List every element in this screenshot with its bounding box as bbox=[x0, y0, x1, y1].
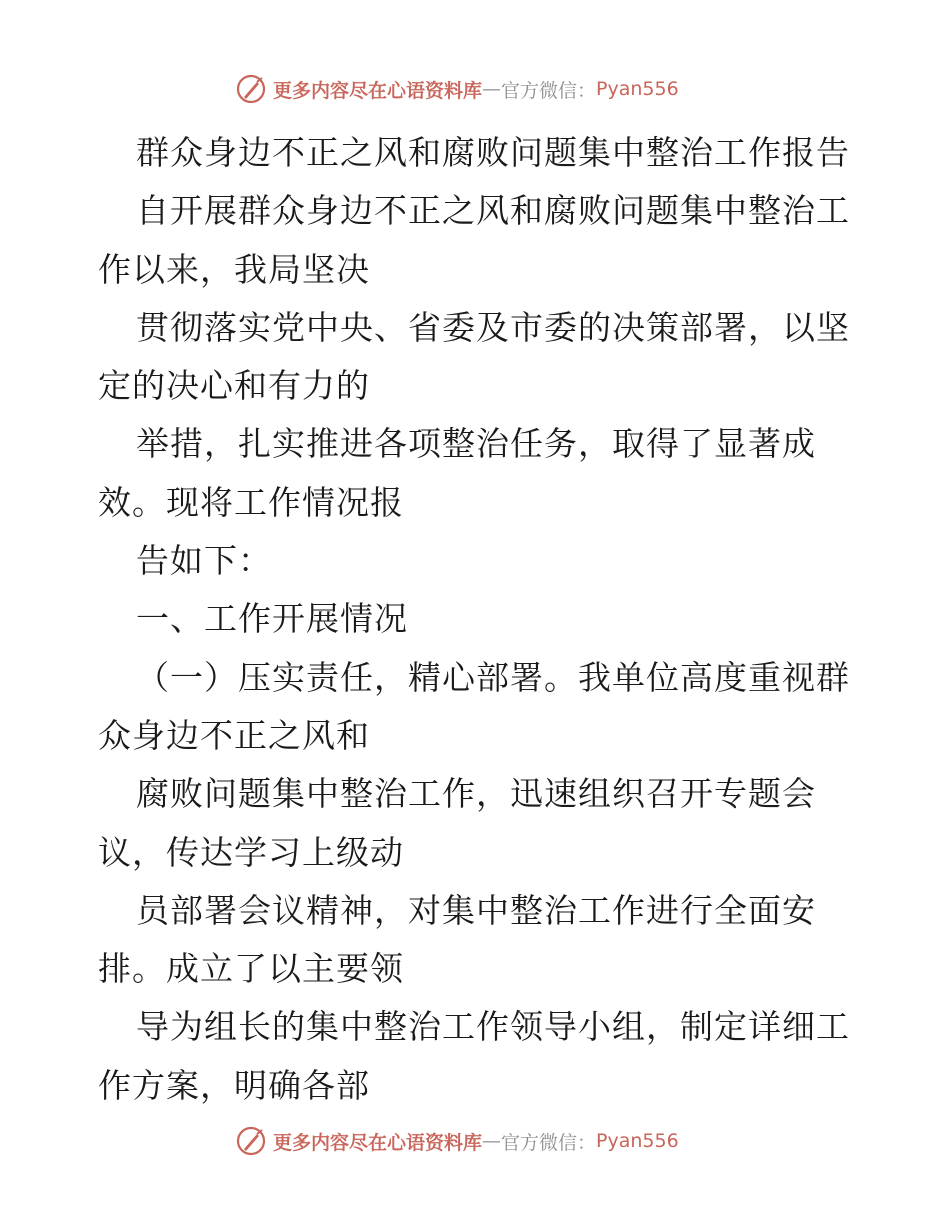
document-body bbox=[98, 124, 858, 1115]
quill-pen-circle-icon bbox=[235, 1125, 267, 1157]
text-line: 员部署会议精神，对集中整治工作进行全面安 bbox=[136, 890, 816, 930]
watermark-id: Pyan556 bbox=[596, 1130, 679, 1152]
watermark-brand: 更多内容尽在心语资料库 bbox=[273, 79, 483, 102]
watermark-dash: — bbox=[482, 1130, 502, 1152]
text-line: 告如下： bbox=[136, 541, 272, 581]
text-line: 议，传达学习上级动 bbox=[98, 832, 404, 872]
text-line: 定的决心和有力的 bbox=[98, 366, 370, 406]
watermark-dash: — bbox=[482, 78, 502, 100]
text-line: 众身边不正之风和 bbox=[98, 715, 370, 755]
header-watermark bbox=[235, 72, 715, 106]
text-line: 作方案，明确各部 bbox=[98, 1065, 370, 1105]
text-line: 作以来，我局坚决 bbox=[98, 249, 370, 289]
footer-watermark bbox=[235, 1124, 715, 1158]
quill-pen-circle-icon bbox=[235, 73, 267, 105]
watermark-brand: 更多内容尽在心语资料库 bbox=[273, 1131, 483, 1154]
watermark-id: Pyan556 bbox=[596, 78, 679, 100]
watermark-label: 官方微信： bbox=[501, 1131, 597, 1154]
watermark-label: 官方微信： bbox=[501, 79, 597, 102]
text-line: 贯彻落实党中央、省委及市委的决策部署，以坚 bbox=[136, 307, 850, 347]
text-line: 导为组长的集中整治工作领导小组，制定详细工 bbox=[136, 1007, 850, 1047]
text-line: 一、工作开展情况 bbox=[136, 599, 408, 639]
text-line: 自开展群众身边不正之风和腐败问题集中整治工 bbox=[136, 191, 850, 231]
text-line: （一）压实责任，精心部署。我单位高度重视群 bbox=[136, 657, 850, 697]
text-line: 腐败问题集中整治工作，迅速组织召开专题会 bbox=[136, 774, 816, 814]
text-line: 排。成立了以主要领 bbox=[98, 949, 404, 989]
text-line: 效。现将工作情况报 bbox=[98, 482, 404, 522]
text-line: 举措，扎实推进各项整治任务，取得了显著成 bbox=[136, 424, 816, 464]
text-line: 群众身边不正之风和腐败问题集中整治工作报告 bbox=[136, 133, 850, 172]
